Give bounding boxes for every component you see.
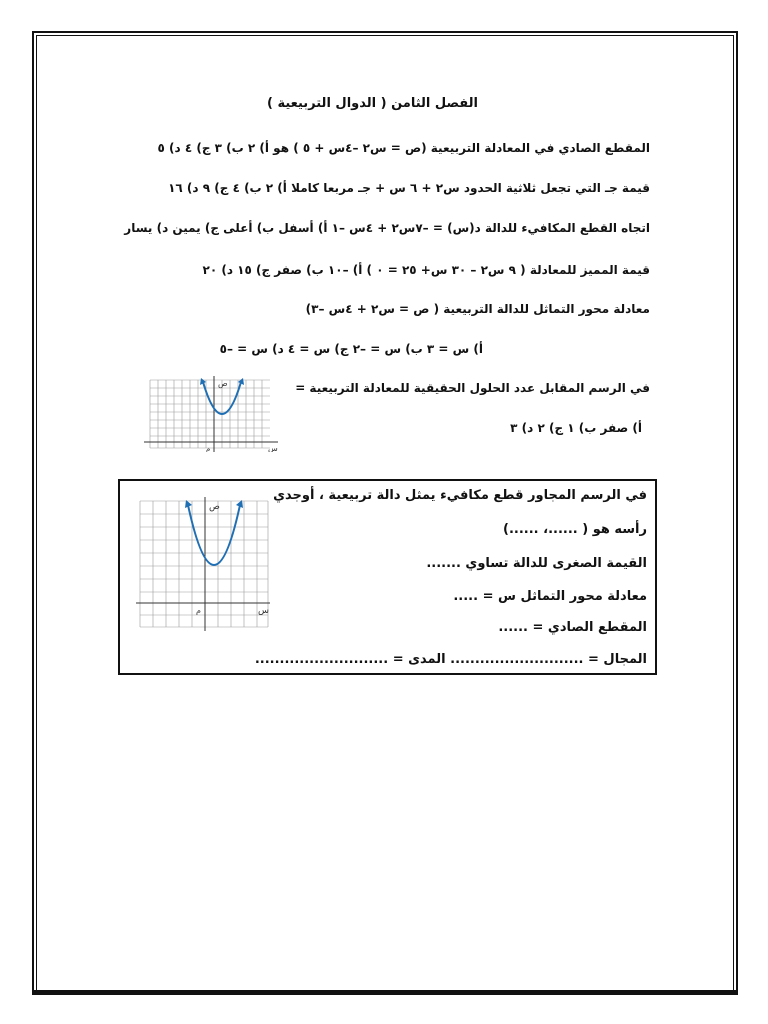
small-graph-y-label: ص bbox=[218, 379, 228, 388]
question-4: قيمة المميز للمعادلة ( ٩ س٢ – ٣٠ س+ ٢٥ = ٠ ) أ) –١٠ ب) صفر ج) ١٥ د) ٢٠ bbox=[202, 263, 650, 277]
box-vertex-line: رأسه هو ( ......، ......) bbox=[503, 522, 647, 537]
box-parabola-graph bbox=[136, 497, 272, 631]
box-graph-y-label: ص bbox=[209, 502, 220, 512]
box-axis-line: معادلة محور التماثل س = ..... bbox=[453, 589, 647, 604]
question-6-options: أ) صفر ب) ١ ج) ٢ د) ٣ bbox=[510, 421, 642, 435]
small-graph-origin-label: م bbox=[206, 445, 211, 452]
page-border-bottom bbox=[32, 990, 738, 995]
question-6: في الرسم المقابل عدد الحلول الحقيقية للمعادلة التربيعية = bbox=[295, 381, 650, 395]
box-graph-origin-label: م bbox=[196, 606, 201, 615]
box-graph-x-label: س bbox=[258, 606, 269, 616]
small-parabola-graph bbox=[144, 376, 280, 452]
exercise-box bbox=[118, 479, 657, 675]
box-y-intercept-line: المقطع الصادي = ...... bbox=[498, 620, 647, 635]
question-5: معادلة محور التماثل للدالة التربيعية ( ص = س٢ + ٤س –٣) bbox=[305, 302, 650, 316]
box-domain-range-line: المجال = ........................... المدى = ........................... bbox=[254, 652, 647, 667]
question-5-options: أ) س = ٣ ب) س = –٢ ج) س = ٤ د) س = –٥ bbox=[219, 342, 483, 356]
question-3: اتجاه القطع المكافيء للدالة د(س) = –٧س٢ + ٤س –١ أ) أسفل ب) أعلى ج) يمين د) يسار bbox=[124, 221, 650, 235]
question-2: قيمة جـ التي تجعل ثلاثية الحدود س٢ + ٦ س + جـ مربعا كاملا أ) ٢ ب) ٤ ج) ٩ د) ١٦ bbox=[168, 181, 650, 195]
box-minimum-line: القيمة الصغرى للدالة تساوي ....... bbox=[426, 556, 647, 571]
small-graph-x-label: س bbox=[268, 444, 278, 452]
worksheet-title: الفصل الثامن ( الدوال التربيعية ) bbox=[266, 96, 478, 111]
box-instruction: في الرسم المجاور قطع مكافيء يمثل دالة تربيعية ، أوجدي bbox=[273, 488, 647, 503]
question-1: المقطع الصادي في المعادلة التربيعية (ص = س٢ –٤س + ٥ ) هو أ) ٢ ب) ٣ ج) ٤ د) ٥ bbox=[157, 141, 650, 155]
